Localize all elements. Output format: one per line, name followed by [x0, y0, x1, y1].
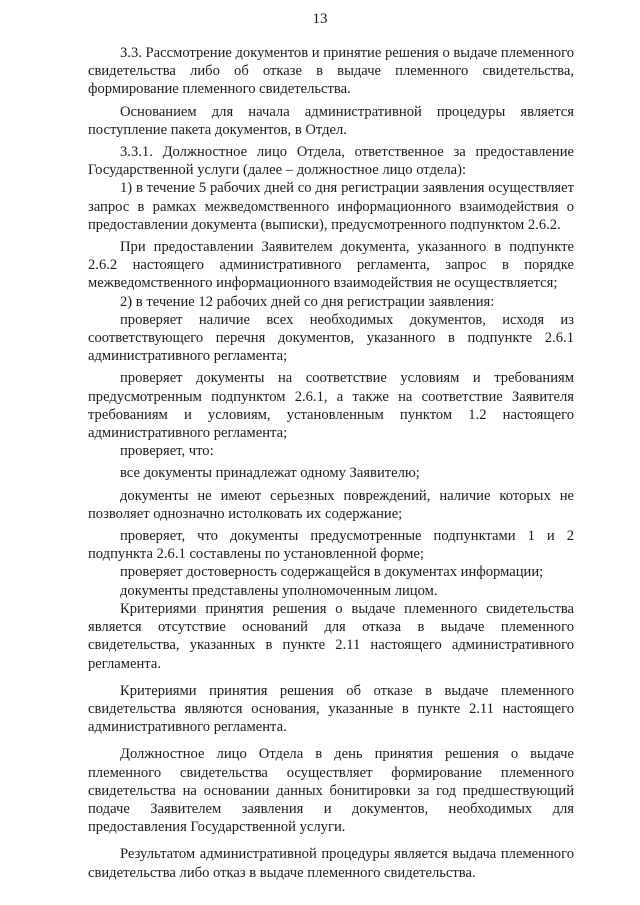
paragraph-applicant-document: При предоставлении Заявителем документа, указанного в подпункте 2.6.2 настоящего административного регламента, запрос в порядке межведомственного информационного взаимодействия не осуществляется;: [88, 239, 574, 292]
paragraph-item-1: 1) в течение 5 рабочих дней со дня регистрации заявления осуществляет запрос в рамках межведомственного информационного взаимодействия о предоставлении документа (выписки), предусмотренного подпунктом 2.6.2.: [88, 180, 574, 233]
paragraph-reliability: проверяет достоверность содержащейся в документах информации;: [120, 564, 544, 581]
paragraph-check-compliance: проверяет документы на соответствие условиям и требованиям предусмотренным подпунктом 2.6.1, а также на соответствие Заявителя требованиям и условиям, установленным пунктом 1.2 настоящего административного регламента;: [88, 370, 574, 442]
paragraph-basis: Основанием для начала административной процедуры является поступление пакета документов, в Отдел.: [88, 103, 574, 138]
paragraph-item-2: 2) в течение 12 рабочих дней со дня регистрации заявления:: [120, 293, 495, 310]
paragraph-formation: Должностное лицо Отдела в день принятия решения о выдаче племенного свидетельства осуществляет формирование племенного свидетельства на основании данных бонитировки за год предшествующий подаче Заявителем заявления и документов, необходимых для предоставления Государственной услуги.: [88, 746, 574, 836]
paragraph-checks-that: проверяет, что:: [120, 443, 214, 460]
paragraph-established-form: проверяет, что документы предусмотренные подпунктами 1 и 2 подпункта 2.6.1 составлены по установленной форме;: [88, 528, 574, 563]
paragraph-result: Результатом административной процедуры является выдача племенного свидетельства либо отказ в выдаче племенного свидетельства.: [88, 846, 574, 881]
page-number: 13: [312, 11, 328, 27]
paragraph-refusal-criteria: Критериями принятия решения об отказе в выдаче племенного свидетельства являются основания, указанные в пункте 2.11 настоящего административного регламента.: [88, 682, 574, 736]
page-body: [88, 44, 574, 882]
paragraph-no-damage: документы не имеют серьезных повреждений, наличие которых не позволяет однозначно истолковать их содержание;: [88, 487, 574, 522]
paragraph-issue-criteria: Критериями принятия решения о выдаче племенного свидетельства является отсутствие оснований для отказа в выдаче племенного свидетельства, указанных в пункте 2.11 настоящего административного регламента.: [88, 600, 574, 672]
paragraph-authorized-person: документы представлены уполномоченным лицом.: [120, 582, 438, 599]
paragraph-check-completeness: проверяет наличие всех необходимых документов, исходя из соответствующего перечня документов, указанного в подпункте 2.6.1 административного регламента;: [88, 311, 574, 365]
paragraph-3-3-heading: 3.3. Рассмотрение документов и принятие решения о выдаче племенного свидетельства либо об отказе в выдаче племенного свидетельства, формирование племенного свидетельства.: [88, 45, 574, 98]
paragraph-one-applicant: все документы принадлежат одному Заявителю;: [120, 465, 420, 482]
paragraph-3-3-1: 3.3.1. Должностное лицо Отдела, ответственное за предоставление Государственной услуги (далее – должностное лицо отдела):: [88, 144, 574, 179]
